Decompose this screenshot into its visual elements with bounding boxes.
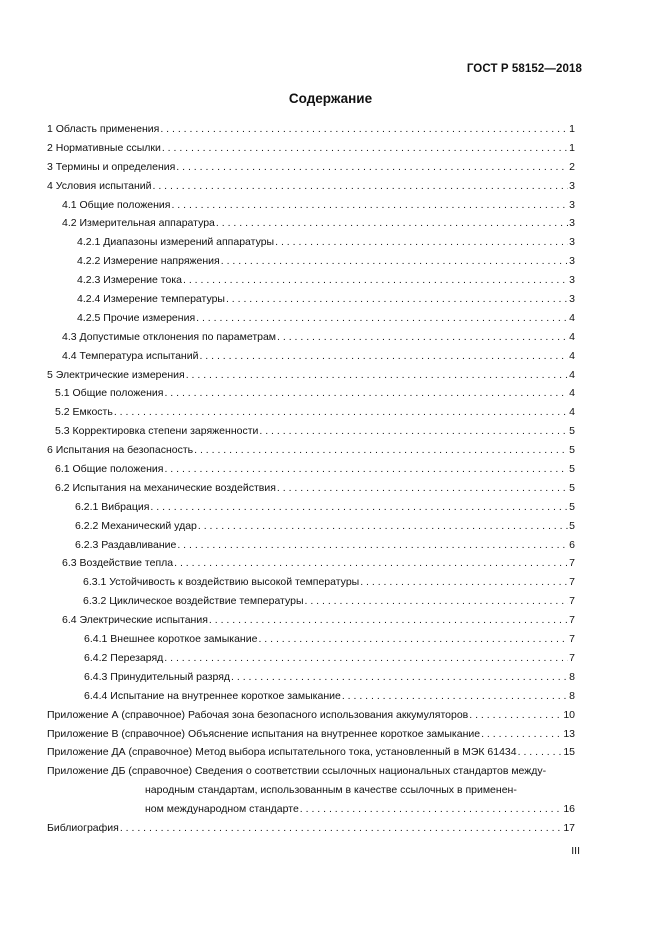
toc-entry-label: 5.1 Общие положения — [55, 387, 164, 400]
toc-entries — [47, 120, 575, 762]
toc-leader-dots — [275, 233, 568, 252]
toc-entry-page: 5 — [569, 481, 575, 494]
toc-entry-page: 4 — [569, 406, 575, 419]
toc-entry-label: Библиография — [47, 821, 119, 834]
toc-entry-page: 4 — [569, 330, 575, 343]
toc-entry[interactable] — [47, 479, 575, 498]
toc-entry[interactable] — [47, 630, 575, 649]
toc-entry-label: 6.2.2 Механический удар — [75, 519, 197, 532]
toc-entry-label: 4.4 Температура испытаний — [62, 349, 199, 362]
toc-entry-label: 4.2.4 Измерение температуры — [77, 293, 225, 306]
toc-leader-dots — [183, 271, 568, 290]
toc-entry[interactable] — [47, 422, 575, 441]
toc-leader-dots — [300, 800, 563, 819]
toc-entry[interactable] — [47, 554, 575, 573]
toc-entry-label: 5 Электрические измерения — [47, 368, 185, 381]
toc-entry-label: 2 Нормативные ссылки — [47, 141, 161, 154]
toc-leader-dots — [164, 384, 568, 403]
toc-entry-label: 5.2 Емкость — [55, 406, 113, 419]
toc-entry[interactable] — [47, 158, 575, 177]
toc-entry-page: 3 — [569, 236, 575, 249]
toc-entry-label: 3 Термины и определения — [47, 160, 176, 173]
toc-entry-label-line-2: народным стандартам, использованным в качестве ссылочных в применен- — [145, 784, 517, 797]
toc-entry-page: 3 — [569, 255, 575, 268]
toc-entry-label-line-3: ном международном стандарте — [145, 803, 299, 816]
toc-entry-page: 8 — [569, 689, 575, 702]
toc-entry[interactable] — [47, 611, 575, 630]
toc-entry-label: 4.2 Измерительная аппаратура — [62, 217, 215, 230]
toc-entry-label: 6.2 Испытания на механические воздействия — [55, 481, 276, 494]
toc-entry[interactable] — [47, 139, 575, 158]
toc-leader-dots — [221, 252, 568, 271]
toc-entry-label: 6.3.2 Циклическое воздействие температуры — [83, 595, 304, 608]
toc-entry-page: 4 — [569, 387, 575, 400]
toc-entry-label-line-3-row — [47, 800, 575, 819]
toc-entry-page: 7 — [569, 651, 575, 664]
toc-entry[interactable] — [47, 649, 575, 668]
toc-leader-dots — [231, 668, 568, 687]
toc-entry-label: 6.3 Воздействие тепла — [62, 557, 174, 570]
toc-leader-dots — [216, 214, 568, 233]
toc-leader-dots — [198, 517, 568, 536]
document-standard-number: ГОСТ Р 58152—2018 — [466, 63, 582, 75]
toc-leader-dots — [277, 328, 568, 347]
toc-leader-dots — [196, 309, 568, 328]
toc-leader-dots — [174, 554, 568, 573]
toc-entry-page: 4 — [569, 349, 575, 362]
toc-entry[interactable] — [47, 347, 575, 366]
toc-entry-label: 5.3 Корректировка степени заряженности — [55, 425, 259, 438]
toc-entry[interactable] — [47, 214, 575, 233]
toc-entry-label: 4.2.3 Измерение тока — [77, 274, 182, 287]
toc-entry[interactable] — [47, 687, 575, 706]
toc-entry-label: 6.4.1 Внешнее короткое замыкание — [84, 633, 258, 646]
toc-entry[interactable] — [47, 517, 575, 536]
toc-entry-label: Приложение В (справочное) Объяснение испытания на внутреннее короткое замыкание — [47, 727, 481, 740]
toc-entry[interactable] — [47, 403, 575, 422]
toc-entry[interactable] — [47, 573, 575, 592]
toc-entry-label: 4.1 Общие положения — [62, 198, 171, 211]
toc-entry-page: 10 — [563, 708, 575, 721]
toc-entry[interactable] — [47, 290, 575, 309]
toc-entry-label: 6.4.4 Испытание на внутреннее короткое замыкание — [84, 689, 341, 702]
toc-entry-label: 4.2.2 Измерение напряжения — [77, 255, 220, 268]
toc-entry-page: 3 — [569, 274, 575, 287]
toc-entry-label: 6 Испытания на безопасность — [47, 444, 194, 457]
toc-entry-page: 5 — [569, 425, 575, 438]
toc-leader-dots — [160, 120, 568, 139]
toc-entry[interactable] — [47, 233, 575, 252]
toc-entry[interactable] — [47, 706, 575, 725]
toc-entry[interactable] — [47, 309, 575, 328]
toc-entry-page: 17 — [563, 821, 575, 834]
toc-leader-dots — [114, 403, 568, 422]
toc-entry-label: 6.4.3 Принудительный разряд — [84, 670, 231, 683]
toc-entry-page: 1 — [569, 141, 575, 154]
table-of-contents — [47, 120, 575, 838]
toc-entry-label: 6.4 Электрические испытания — [62, 614, 208, 627]
toc-leader-dots — [518, 743, 563, 762]
toc-leader-dots — [150, 498, 568, 517]
toc-entry-page: 3 — [569, 179, 575, 192]
toc-entry-page: 5 — [569, 500, 575, 513]
toc-entry-page: 15 — [563, 746, 575, 759]
toc-leader-dots — [258, 630, 568, 649]
toc-entry-page: 16 — [563, 803, 575, 816]
toc-leader-dots — [469, 706, 562, 725]
toc-leader-dots — [226, 290, 568, 309]
toc-entry-page: 7 — [569, 614, 575, 627]
toc-entry[interactable] — [47, 196, 575, 215]
toc-entry-page: 7 — [569, 633, 575, 646]
toc-entry-bibliography[interactable] — [47, 819, 575, 838]
toc-entry-label: 6.2.1 Вибрация — [75, 500, 150, 513]
page-title: Содержание — [288, 91, 373, 106]
toc-entry-label: 6.2.3 Раздавливание — [75, 538, 177, 551]
toc-entry[interactable] — [47, 536, 575, 555]
toc-leader-dots — [162, 139, 568, 158]
toc-leader-dots — [164, 649, 568, 668]
toc-leader-dots — [164, 460, 568, 479]
toc-entry-page: 5 — [569, 463, 575, 476]
toc-entry-label: Приложение ДА (справочное) Метод выбора испытательного тока, установленный в МЭК 61434 — [47, 746, 517, 759]
toc-entry-page: 1 — [569, 123, 575, 135]
toc-entry-page: 8 — [569, 670, 575, 683]
toc-entry-page: 5 — [569, 444, 575, 457]
toc-entry[interactable] — [47, 177, 575, 196]
toc-entry[interactable] — [47, 668, 575, 687]
toc-entry[interactable] — [47, 725, 575, 744]
toc-leader-dots — [481, 725, 562, 744]
toc-entry[interactable] — [47, 366, 575, 385]
toc-entry[interactable] — [47, 120, 575, 139]
toc-leader-dots — [176, 158, 568, 177]
toc-leader-dots — [360, 573, 568, 592]
toc-leader-dots — [209, 611, 568, 630]
toc-entry-label: 4 Условия испытаний — [47, 179, 152, 192]
toc-entry-label: 6.3.1 Устойчивость к воздействию высокой температуры — [83, 576, 360, 589]
toc-entry-page: 7 — [569, 595, 575, 608]
toc-leader-dots — [194, 441, 568, 460]
toc-entry[interactable] — [47, 743, 575, 762]
toc-entry-page: 3 — [569, 217, 575, 230]
toc-leader-dots — [186, 366, 568, 385]
toc-leader-dots — [305, 592, 569, 611]
toc-entry-page: 6 — [569, 538, 575, 551]
toc-entry[interactable] — [47, 441, 575, 460]
toc-entry-page: 3 — [569, 293, 575, 306]
toc-entry-label: 6.1 Общие положения — [55, 463, 164, 476]
toc-entry[interactable] — [47, 592, 575, 611]
toc-leader-dots — [259, 422, 568, 441]
toc-entry-label: 4.2.1 Диапазоны измерений аппаратуры — [77, 236, 275, 249]
toc-entry-page: 7 — [569, 576, 575, 589]
toc-entry-label: 4.2.5 Прочие измерения — [77, 311, 196, 324]
toc-entry[interactable] — [47, 384, 575, 403]
toc-leader-dots — [342, 687, 568, 706]
toc-entry-page: 4 — [569, 368, 575, 381]
toc-leader-dots — [199, 347, 568, 366]
toc-entry-label: 6.4.2 Перезаряд — [84, 651, 164, 664]
toc-entry-page: 13 — [563, 727, 575, 740]
toc-entry-appendix-db[interactable] — [47, 762, 575, 819]
toc-leader-dots — [153, 177, 569, 196]
toc-entry-label-line-1: Приложение ДБ (справочное) Сведения о соответствии ссылочных национальных стандартов между- — [47, 765, 547, 778]
toc-leader-dots — [277, 479, 568, 498]
toc-entry[interactable] — [47, 271, 575, 290]
toc-leader-dots — [171, 196, 568, 215]
toc-entry-page: 7 — [569, 557, 575, 570]
toc-entry-label: 1 Область применения — [47, 123, 160, 135]
page-number: III — [571, 845, 580, 857]
toc-entry-page: 2 — [569, 160, 575, 173]
toc-entry-page: 5 — [569, 519, 575, 532]
toc-entry-page: 3 — [569, 198, 575, 211]
toc-entry-label: Приложение А (справочное) Рабочая зона безопасного использования аккумуляторов — [47, 708, 469, 721]
toc-entry-label: 4.3 Допустимые отклонения по параметрам — [62, 330, 277, 343]
toc-entry[interactable] — [47, 252, 575, 271]
toc-entry-page: 4 — [569, 311, 575, 324]
toc-entry[interactable] — [47, 498, 575, 517]
toc-entry[interactable] — [47, 460, 575, 479]
toc-entry[interactable] — [47, 328, 575, 347]
toc-leader-dots — [177, 536, 568, 555]
toc-leader-dots — [120, 819, 562, 838]
